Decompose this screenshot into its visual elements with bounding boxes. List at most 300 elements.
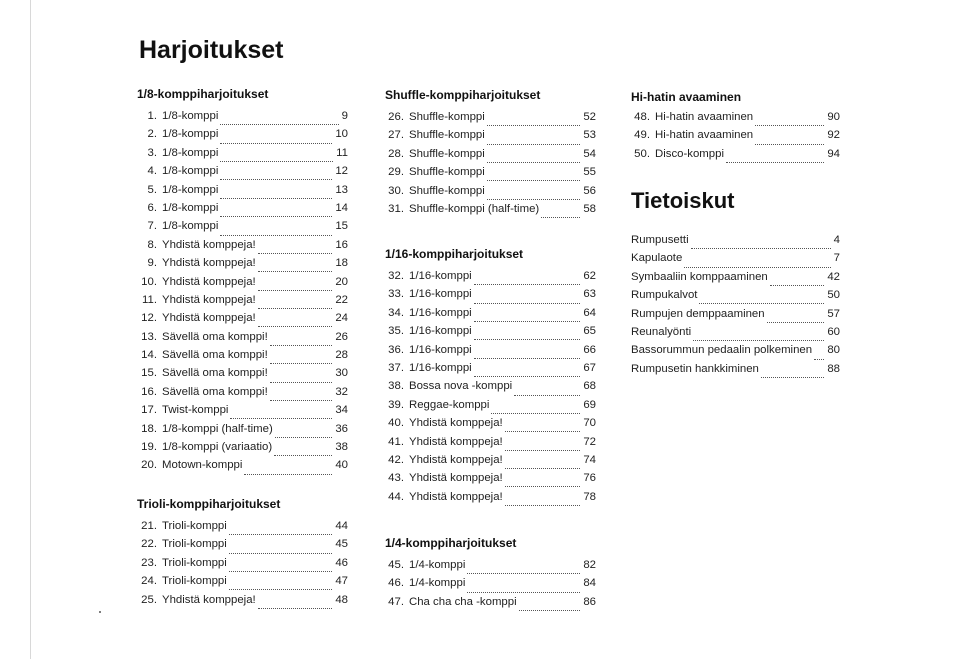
- dot-leader: [258, 262, 333, 272]
- dot-leader: [684, 258, 830, 268]
- entry-title: Yhdistä komppeja!: [162, 238, 256, 251]
- dot-leader: [693, 331, 824, 341]
- dot-leader: [274, 446, 332, 456]
- entry-page-number: 16: [335, 238, 348, 251]
- toc-entry: [137, 276, 348, 294]
- toc-entry: [137, 367, 348, 385]
- entry-title: Yhdistä komppeja!: [162, 312, 256, 325]
- toc-section-trioli: [137, 497, 348, 612]
- toc-entry: [137, 312, 348, 330]
- entry-title: Trioli-komppi: [162, 538, 227, 551]
- toc-entry: [137, 184, 348, 202]
- entry-page-number: 84: [583, 577, 596, 590]
- dot-leader: [487, 153, 581, 163]
- dot-leader: [258, 599, 333, 609]
- entry-page-number: 12: [335, 165, 348, 178]
- page-edge-line: [30, 0, 31, 659]
- toc-section-1-4: [385, 536, 596, 614]
- entry-number: 32.: [388, 270, 404, 282]
- entry-page-number: 9: [341, 110, 348, 122]
- toc-entry: [137, 575, 348, 593]
- entry-page-number: 66: [583, 343, 596, 356]
- toc-entry: [385, 596, 596, 614]
- entry-title: Trioli-komppi: [162, 575, 227, 588]
- entry-title: 1/16-komppi: [409, 288, 472, 301]
- entry-title: Disco-komppi: [655, 147, 724, 160]
- entry-list: [137, 520, 348, 612]
- dot-leader: [220, 207, 332, 217]
- dot-leader: [491, 404, 580, 414]
- entry-number: 26.: [388, 111, 404, 123]
- dot-leader: [814, 350, 824, 360]
- toc-entry: [385, 270, 596, 288]
- toc-entry: [137, 239, 348, 257]
- entry-title: Sävellä oma komppi!: [162, 330, 268, 343]
- entry-number: 13.: [141, 330, 157, 343]
- entry-title: 1/8-komppi: [162, 183, 219, 196]
- entry-title: Reggae-komppi: [409, 398, 490, 411]
- dot-leader: [220, 115, 338, 125]
- dot-leader: [505, 441, 581, 451]
- entry-title: Symbaaliin komppaaminen: [631, 270, 768, 283]
- dot-leader: [505, 477, 581, 487]
- toc-entry: [631, 326, 840, 344]
- toc-entry: [385, 111, 596, 129]
- dot-leader: [519, 601, 581, 611]
- toc-entry: [137, 386, 348, 404]
- entry-number: 19.: [141, 441, 157, 454]
- toc-entry: [385, 307, 596, 325]
- speck: [99, 611, 101, 613]
- entry-number: 15.: [141, 367, 157, 380]
- entry-page-number: 22: [335, 293, 348, 306]
- entry-page-number: 68: [583, 380, 596, 393]
- entry-number: 42.: [388, 453, 404, 466]
- entry-title: 1/4-komppi: [409, 559, 466, 571]
- dot-leader: [514, 386, 580, 396]
- info-title: Tietoiskut: [631, 188, 735, 213]
- entry-title: 1/8-komppi (half-time): [162, 422, 273, 435]
- toc-entry: [385, 436, 596, 454]
- toc-entry: [631, 271, 840, 289]
- entry-page-number: 92: [827, 129, 840, 142]
- dot-leader: [755, 116, 824, 126]
- dot-leader: [770, 276, 825, 286]
- entry-title: Yhdistä komppeja!: [409, 490, 503, 503]
- entry-number: 16.: [141, 385, 157, 398]
- toc-entry: [385, 129, 596, 147]
- entry-page-number: 58: [583, 202, 596, 215]
- entry-page-number: 55: [583, 166, 596, 179]
- entry-number: 6.: [147, 201, 157, 214]
- entry-title: 1/8-komppi: [162, 201, 219, 214]
- entry-page-number: 54: [583, 147, 596, 160]
- toc-entry: [137, 441, 348, 459]
- entry-page-number: 67: [583, 361, 596, 374]
- toc-entry: [631, 289, 840, 307]
- dot-leader: [270, 373, 333, 383]
- toc-entry: [631, 363, 840, 381]
- toc-entry: [385, 185, 596, 203]
- entry-title: 1/8-komppi (variaatio): [162, 441, 273, 454]
- entry-number: 10.: [141, 275, 157, 288]
- entry-page-number: 46: [335, 556, 348, 569]
- entry-page-number: 14: [335, 201, 348, 214]
- section-heading: 1/16-komppiharjoitukset: [385, 247, 524, 261]
- dot-leader: [691, 239, 831, 249]
- entry-title: Yhdistä komppeja!: [409, 453, 503, 466]
- toc-entry: [385, 454, 596, 472]
- entry-list: [137, 110, 348, 478]
- toc-entry: [631, 344, 840, 362]
- toc-section-tietoiskut: [631, 234, 840, 381]
- entry-number: 40.: [388, 417, 404, 430]
- entry-number: 20.: [141, 459, 157, 472]
- entry-page-number: 94: [827, 147, 840, 160]
- entry-page-number: 88: [827, 362, 840, 375]
- toc-entry: [385, 166, 596, 184]
- entry-title: 1/16-komppi: [409, 361, 472, 374]
- toc-entry: [631, 111, 840, 129]
- entry-number: 9.: [147, 257, 157, 270]
- dot-leader: [474, 312, 581, 322]
- dot-leader: [761, 368, 824, 378]
- toc-entry: [631, 148, 840, 166]
- entry-number: 44.: [388, 490, 404, 503]
- toc-entry: [137, 349, 348, 367]
- entry-page-number: 86: [583, 595, 596, 608]
- entry-number: 49.: [634, 129, 650, 142]
- entry-title: Yhdistä komppeja!: [409, 435, 503, 448]
- toc-entry: [385, 288, 596, 306]
- dot-leader: [258, 244, 333, 254]
- toc-entry: [137, 257, 348, 275]
- entry-page-number: 90: [827, 111, 840, 123]
- entry-list: [385, 270, 596, 509]
- dot-leader: [229, 525, 333, 535]
- dot-leader: [220, 134, 332, 144]
- dot-leader: [505, 496, 581, 506]
- entry-number: 3.: [147, 146, 157, 159]
- toc-entry: [385, 417, 596, 435]
- entry-page-number: 38: [335, 441, 348, 454]
- entry-title: Shuffle-komppi: [409, 129, 485, 142]
- entry-number: 14.: [141, 349, 157, 362]
- toc-entry: [137, 202, 348, 220]
- dot-leader: [467, 583, 580, 593]
- entry-number: 39.: [388, 398, 404, 411]
- entry-title: 1/8-komppi: [162, 220, 219, 233]
- entry-title: Bassorummun pedaalin polkeminen: [631, 344, 813, 357]
- entry-page-number: 70: [583, 417, 596, 430]
- entry-title: Reunalyönti: [631, 325, 692, 338]
- entry-title: 1/8-komppi: [162, 165, 219, 178]
- entry-page-number: 76: [583, 472, 596, 485]
- toc-entry: [631, 252, 840, 270]
- toc-entry: [137, 128, 348, 146]
- dot-leader: [474, 349, 581, 359]
- dot-leader: [474, 330, 581, 340]
- dot-leader: [505, 459, 581, 469]
- entry-title: Yhdistä komppeja!: [162, 275, 256, 288]
- page-title: Harjoitukset: [139, 36, 284, 64]
- entry-title: Kapulaote: [631, 252, 683, 265]
- toc-entry: [385, 491, 596, 509]
- dot-leader: [270, 391, 333, 401]
- entry-page-number: 42: [827, 270, 840, 283]
- entry-number: 33.: [388, 288, 404, 301]
- toc-entry: [137, 404, 348, 422]
- dot-leader: [505, 422, 581, 432]
- entry-number: 23.: [141, 556, 157, 569]
- toc-entry: [137, 110, 348, 128]
- entry-number: 18.: [141, 422, 157, 435]
- dot-leader: [220, 226, 332, 236]
- toc-entry: [137, 557, 348, 575]
- dot-leader: [767, 313, 825, 323]
- entry-number: 31.: [388, 202, 404, 215]
- entry-number: 8.: [147, 238, 157, 251]
- dot-leader: [220, 170, 332, 180]
- entry-number: 29.: [388, 166, 404, 179]
- entry-page-number: 15: [335, 220, 348, 233]
- toc-entry: [137, 520, 348, 538]
- entry-page-number: 28: [335, 349, 348, 362]
- entry-page-number: 50: [827, 289, 840, 302]
- entry-title: Hi-hatin avaaminen: [655, 129, 754, 142]
- entry-title: Yhdistä komppeja!: [409, 472, 503, 485]
- entry-number: 12.: [141, 312, 157, 325]
- toc-entry: [385, 344, 596, 362]
- entry-page-number: 74: [583, 453, 596, 466]
- toc-entry: [631, 308, 840, 326]
- entry-title: 1/16-komppi: [409, 343, 472, 356]
- toc-entry: [631, 129, 840, 147]
- dot-leader: [487, 116, 581, 126]
- entry-page-number: 7: [833, 252, 840, 265]
- entry-number: 11.: [142, 293, 157, 306]
- entry-title: 1/16-komppi: [409, 306, 472, 319]
- entry-page-number: 56: [583, 184, 596, 197]
- entry-page-number: 65: [583, 325, 596, 338]
- entry-title: 1/8-komppi: [162, 146, 219, 159]
- toc-entry: [137, 423, 348, 441]
- entry-number: 27.: [388, 129, 404, 142]
- toc-section-shuffle: [385, 88, 596, 221]
- entry-page-number: 26: [335, 330, 348, 343]
- section-heading: 1/4-komppiharjoitukset: [385, 536, 517, 550]
- entry-title: Rumpujen demppaaminen: [631, 307, 765, 320]
- toc-entry: [137, 294, 348, 312]
- entry-page-number: 10: [335, 128, 348, 141]
- toc-entry: [137, 165, 348, 183]
- dot-leader: [474, 294, 581, 304]
- dot-leader: [755, 135, 824, 145]
- entry-page-number: 48: [335, 593, 348, 606]
- entry-title: Yhdistä komppeja!: [409, 417, 503, 430]
- toc-section-1-16: [385, 247, 596, 509]
- entry-number: 34.: [388, 306, 404, 319]
- entry-title: 1/8-komppi: [162, 110, 219, 122]
- entry-number: 50.: [634, 147, 650, 160]
- section-heading: Hi-hatin avaaminen: [631, 90, 742, 104]
- entry-page-number: 78: [583, 490, 596, 503]
- entry-title: Rumpusetti: [631, 234, 689, 246]
- dot-leader: [258, 281, 333, 291]
- toc-entry: [137, 220, 348, 238]
- entry-page-number: 36: [335, 422, 348, 435]
- entry-number: 25.: [141, 593, 157, 606]
- entry-title: Shuffle-komppi: [409, 166, 485, 179]
- section-heading: Shuffle-komppiharjoitukset: [385, 88, 541, 102]
- entry-title: Trioli-komppi: [162, 520, 227, 532]
- dot-leader: [270, 336, 333, 346]
- dot-leader: [467, 564, 580, 574]
- dot-leader: [487, 135, 581, 145]
- entry-title: Yhdistä komppeja!: [162, 257, 256, 270]
- entry-title: 1/16-komppi: [409, 270, 472, 282]
- entry-page-number: 82: [583, 559, 596, 571]
- entry-page-number: 4: [833, 234, 840, 246]
- toc-entry: [137, 538, 348, 556]
- entry-number: 2.: [147, 128, 157, 141]
- dot-leader: [230, 409, 332, 419]
- entry-number: 24.: [141, 575, 157, 588]
- entry-title: Trioli-komppi: [162, 556, 227, 569]
- entry-title: Twist-komppi: [162, 404, 229, 417]
- entry-title: Hi-hatin avaaminen: [655, 111, 754, 123]
- entry-number: 4.: [147, 165, 157, 178]
- entry-number: 30.: [388, 184, 404, 197]
- entry-title: Rumpusetin hankkiminen: [631, 362, 759, 375]
- entry-title: Rumpukalvot: [631, 289, 698, 302]
- entry-number: 5.: [147, 183, 157, 196]
- entry-title: 1/4-komppi: [409, 577, 466, 590]
- entry-page-number: 34: [335, 404, 348, 417]
- toc-entry: [137, 459, 348, 477]
- entry-number: 21.: [141, 520, 157, 532]
- entry-page-number: 64: [583, 306, 596, 319]
- dot-leader: [474, 275, 581, 285]
- entry-number: 17.: [141, 404, 157, 417]
- toc-section-1-8: [137, 87, 348, 478]
- entry-page-number: 11: [336, 146, 348, 159]
- dot-leader: [474, 367, 581, 377]
- entry-page-number: 72: [583, 435, 596, 448]
- toc-entry: [631, 234, 840, 252]
- toc-entry: [385, 380, 596, 398]
- entry-title: Shuffle-komppi (half-time): [409, 202, 540, 215]
- entry-page-number: 30: [335, 367, 348, 380]
- dot-leader: [275, 428, 333, 438]
- entry-title: Cha cha cha -komppi: [409, 595, 517, 608]
- entry-title: Yhdistä komppeja!: [162, 293, 256, 306]
- entry-title: Shuffle-komppi: [409, 184, 485, 197]
- dot-leader: [244, 465, 332, 475]
- entry-page-number: 40: [335, 459, 348, 472]
- entry-title: Shuffle-komppi: [409, 147, 485, 160]
- dot-leader: [258, 299, 333, 309]
- toc-entry: [385, 325, 596, 343]
- dot-leader: [229, 562, 333, 572]
- entry-number: 47.: [388, 595, 404, 608]
- entry-title: Sävellä oma komppi!: [162, 367, 268, 380]
- dot-leader: [541, 208, 580, 218]
- dot-leader: [270, 354, 333, 364]
- entry-page-number: 13: [335, 183, 348, 196]
- entry-list: [385, 111, 596, 221]
- entry-title: Motown-komppi: [162, 459, 243, 472]
- entry-page-number: 63: [583, 288, 596, 301]
- entry-page-number: 24: [335, 312, 348, 325]
- entry-number: 45.: [388, 559, 404, 571]
- entry-page-number: 44: [335, 520, 348, 532]
- dot-leader: [487, 171, 581, 181]
- toc-entry: [137, 594, 348, 612]
- entry-title: Shuffle-komppi: [409, 111, 485, 123]
- toc-entry: [385, 203, 596, 221]
- entry-list: [631, 234, 840, 381]
- entry-page-number: 62: [583, 270, 596, 282]
- entry-list: [631, 111, 840, 166]
- entry-number: 1.: [147, 110, 157, 122]
- dot-leader: [726, 153, 824, 163]
- section-heading: Trioli-komppiharjoitukset: [137, 497, 281, 511]
- entry-page-number: 18: [335, 257, 348, 270]
- entry-page-number: 80: [827, 344, 840, 357]
- toc-entry: [385, 577, 596, 595]
- entry-number: 43.: [388, 472, 404, 485]
- toc-entry: [385, 148, 596, 166]
- entry-number: 48.: [634, 111, 650, 123]
- entry-page-number: 32: [335, 385, 348, 398]
- entry-number: 35.: [388, 325, 404, 338]
- entry-page-number: 69: [583, 398, 596, 411]
- entry-number: 36.: [388, 343, 404, 356]
- entry-number: 22.: [141, 538, 157, 551]
- entry-title: 1/16-komppi: [409, 325, 472, 338]
- entry-page-number: 57: [827, 307, 840, 320]
- toc-entry: [385, 362, 596, 380]
- entry-number: 7.: [147, 220, 157, 233]
- entry-number: 41.: [388, 435, 404, 448]
- dot-leader: [699, 294, 824, 304]
- entry-page-number: 47: [335, 575, 348, 588]
- toc-entry: [385, 472, 596, 490]
- section-heading: 1/8-komppiharjoitukset: [137, 87, 269, 101]
- toc-section-hihat: [631, 90, 840, 166]
- entry-page-number: 52: [583, 111, 596, 123]
- entry-page-number: 20: [335, 275, 348, 288]
- entry-title: Bossa nova -komppi: [409, 380, 513, 393]
- entry-number: 28.: [388, 147, 404, 160]
- entry-list: [385, 559, 596, 614]
- dot-leader: [229, 580, 333, 590]
- entry-number: 38.: [388, 380, 404, 393]
- dot-leader: [258, 317, 333, 327]
- dot-leader: [220, 152, 333, 162]
- entry-page-number: 45: [335, 538, 348, 551]
- entry-title: 1/8-komppi: [162, 128, 219, 141]
- entry-title: Yhdistä komppeja!: [162, 593, 256, 606]
- entry-title: Sävellä oma komppi!: [162, 349, 268, 362]
- dot-leader: [487, 190, 581, 200]
- entry-number: 37.: [388, 361, 404, 374]
- entry-title: Sävellä oma komppi!: [162, 385, 268, 398]
- dot-leader: [229, 544, 333, 554]
- toc-entry: [137, 147, 348, 165]
- entry-number: 46.: [388, 577, 404, 590]
